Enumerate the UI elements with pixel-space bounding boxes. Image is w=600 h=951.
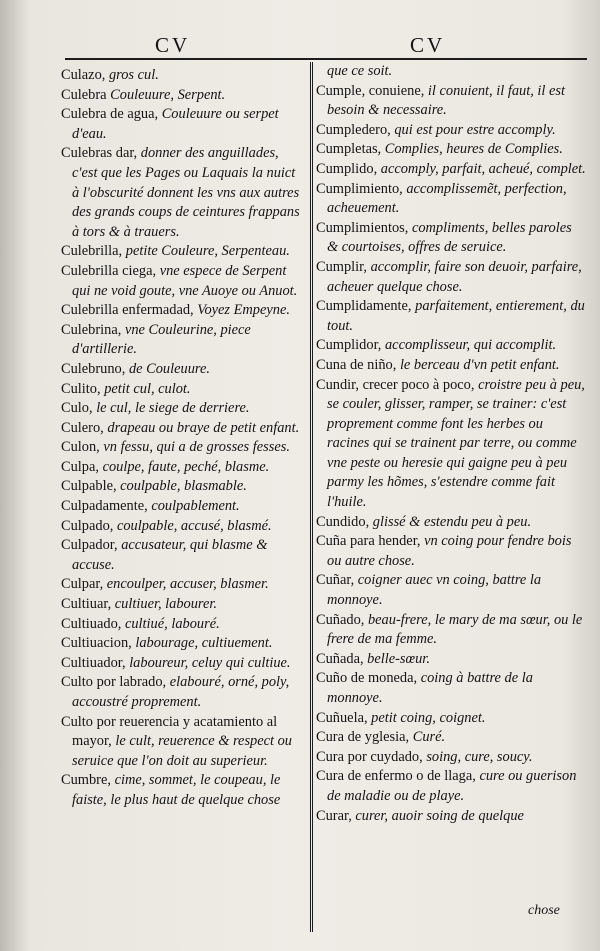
header-rule bbox=[65, 58, 587, 60]
dictionary-entry: Culon, vn fessu, qui a de grosses fesses. bbox=[61, 439, 290, 456]
dictionary-entry: Culero, drapeau ou braye de petit enfant. bbox=[61, 419, 300, 436]
dictionary-entry: Cundir, crecer poco à poco, croistre peu à peu, se couler, glisser, ramper, se trainer: c'est proprement comme font les herbes ou racines qui se trainent par terre, ou comme vne peste ou heresie qui gaigne peu à peu parmy les hõmes, s'estendre comme fait l'huile. bbox=[316, 376, 585, 511]
dictionary-entry: Cuñada, belle-sœur. bbox=[316, 650, 430, 667]
right-column bbox=[316, 62, 586, 826]
dictionary-entry: Cultiuador, laboureur, celuy qui cultiue. bbox=[61, 654, 291, 671]
dictionary-entry: Culto por reuerencia y acatamiento al mayor, le cult, reuerence & respect ou seruice que l'on doit au superieur. bbox=[61, 713, 293, 769]
dictionary-entry: Culto por labrado, elabouré, orné, poly, accoustré proprement. bbox=[61, 674, 290, 710]
dictionary-entry: Cumplidor, accomplisseur, qui accomplit. bbox=[316, 337, 557, 354]
dictionary-entry: Culebra de agua, Couleuure ou serpet d'eau. bbox=[61, 106, 279, 142]
dictionary-entry: Culebrina, vne Couleurine, piece d'artillerie. bbox=[61, 321, 251, 358]
dictionary-entry: Cumplido, accomply, parfait, acheué, complet. bbox=[316, 160, 586, 177]
dictionary-entry: Culebra Couleuure, Serpent. bbox=[61, 86, 226, 103]
dictionary-entry: Cumpledero, qui est pour estre accomply. bbox=[316, 121, 556, 138]
dictionary-entry: Cumplidamente, parfaitement, entierement, du tout. bbox=[316, 298, 585, 334]
dictionary-entry: Culpable, coulpable, blasmable. bbox=[61, 478, 247, 495]
dictionary-entry: Cundido, glissé & estendu peu à peu. bbox=[316, 513, 532, 530]
dictionary-entry: Cuñuela, petit coing, coignet. bbox=[316, 709, 486, 726]
dictionary-entry: Cultiuar, cultiuer, labourer. bbox=[61, 596, 217, 613]
dictionary-entry: Cultiuado, cultiué, labouré. bbox=[61, 615, 220, 632]
dictionary-entry: Culebras dar, donner des anguillades, c'est que les Pages ou Laquais la nuict à l'obscurité donnent les vns aux autres des grands coups de ceintures frappans à tors & à trauers. bbox=[61, 145, 300, 240]
dictionary-entry: Curar, curer, auoir soing de quelque bbox=[316, 807, 524, 824]
dictionary-entry: Cuñado, beau-frere, le mary de ma sœur, ou le frere de ma femme. bbox=[316, 611, 583, 648]
dictionary-entry: Culito, petit cul, culot. bbox=[61, 380, 191, 397]
dictionary-entry: Cura de enfermo o de llaga, cure ou guerison de maladie ou de playe. bbox=[316, 768, 577, 804]
dictionary-entry: Cura de yglesia, Curé. bbox=[316, 729, 446, 746]
dictionary-entry: Cumpletas, Complies, heures de Complies. bbox=[316, 141, 563, 158]
dictionary-entry: Cumplimiento, accomplissemẽt, perfection, acheuement. bbox=[316, 180, 567, 217]
dictionary-entry: Culazo, gros cul. bbox=[61, 67, 159, 83]
dictionary-entry: Cura por cuydado, soing, cure, soucy. bbox=[316, 748, 533, 765]
continued-entry: que ce soit. bbox=[327, 63, 393, 79]
running-header bbox=[65, 33, 580, 55]
dictionary-entry: Culebruno, de Couleuure. bbox=[61, 360, 210, 377]
dictionary-entry: Culebrilla ciega, vne espece de Serpent qui ne void goute, vne Auoye ou Anuot. bbox=[61, 262, 298, 299]
dictionary-entry: Cuño de moneda, coing à battre de la monnoye. bbox=[316, 670, 533, 706]
dictionary-entry: Cuna de niño, le berceau d'vn petit enfant. bbox=[316, 356, 560, 373]
dictionary-entry: Cultiuacion, labourage, cultiuement. bbox=[61, 635, 273, 652]
column-divider bbox=[310, 62, 313, 932]
running-head-left: CV bbox=[155, 33, 191, 57]
dictionary-entry: Cumplimientos, compliments, belles paroles & courtoises, offres de seruice. bbox=[316, 219, 572, 256]
dictionary-entry: Cumplir, accomplir, faire son deuoir, parfaire, acheuer quelque chose. bbox=[316, 258, 582, 295]
dictionary-entry: Cumple, conuiene, il conuient, il faut, il est besoin & necessaire. bbox=[316, 82, 566, 119]
dictionary-entry: Culpar, encoulper, accuser, blasmer. bbox=[61, 576, 269, 593]
left-column bbox=[61, 66, 304, 811]
running-head-right: CV bbox=[410, 33, 446, 57]
dictionary-entry: Culebrilla enfermadad, Voyez Empeyne. bbox=[61, 302, 290, 319]
dictionary-entry: Culpado, coulpable, accusé, blasmé. bbox=[61, 517, 272, 534]
dictionary-entry: Cumbre, cime, sommet, le coupeau, le faiste, le plus haut de quelque chose bbox=[61, 772, 281, 808]
dictionary-entry: Culo, le cul, le siege de derriere. bbox=[61, 400, 250, 417]
catchword: chose bbox=[528, 903, 560, 918]
dictionary-entry: Culebrilla, petite Couleure, Serpenteau. bbox=[61, 243, 290, 260]
dictionary-entry: Culpa, coulpe, faute, peché, blasme. bbox=[61, 458, 270, 475]
dictionary-entry: Culpadamente, coulpablement. bbox=[61, 498, 240, 515]
dictionary-entry: Cuña para hender, vn coing pour fendre bois ou autre chose. bbox=[316, 533, 572, 569]
dictionary-entry: Cuñar, coigner auec vn coing, battre la monnoye. bbox=[316, 572, 542, 609]
dictionary-entry: Culpador, accusateur, qui blasme & accuse. bbox=[61, 537, 268, 573]
